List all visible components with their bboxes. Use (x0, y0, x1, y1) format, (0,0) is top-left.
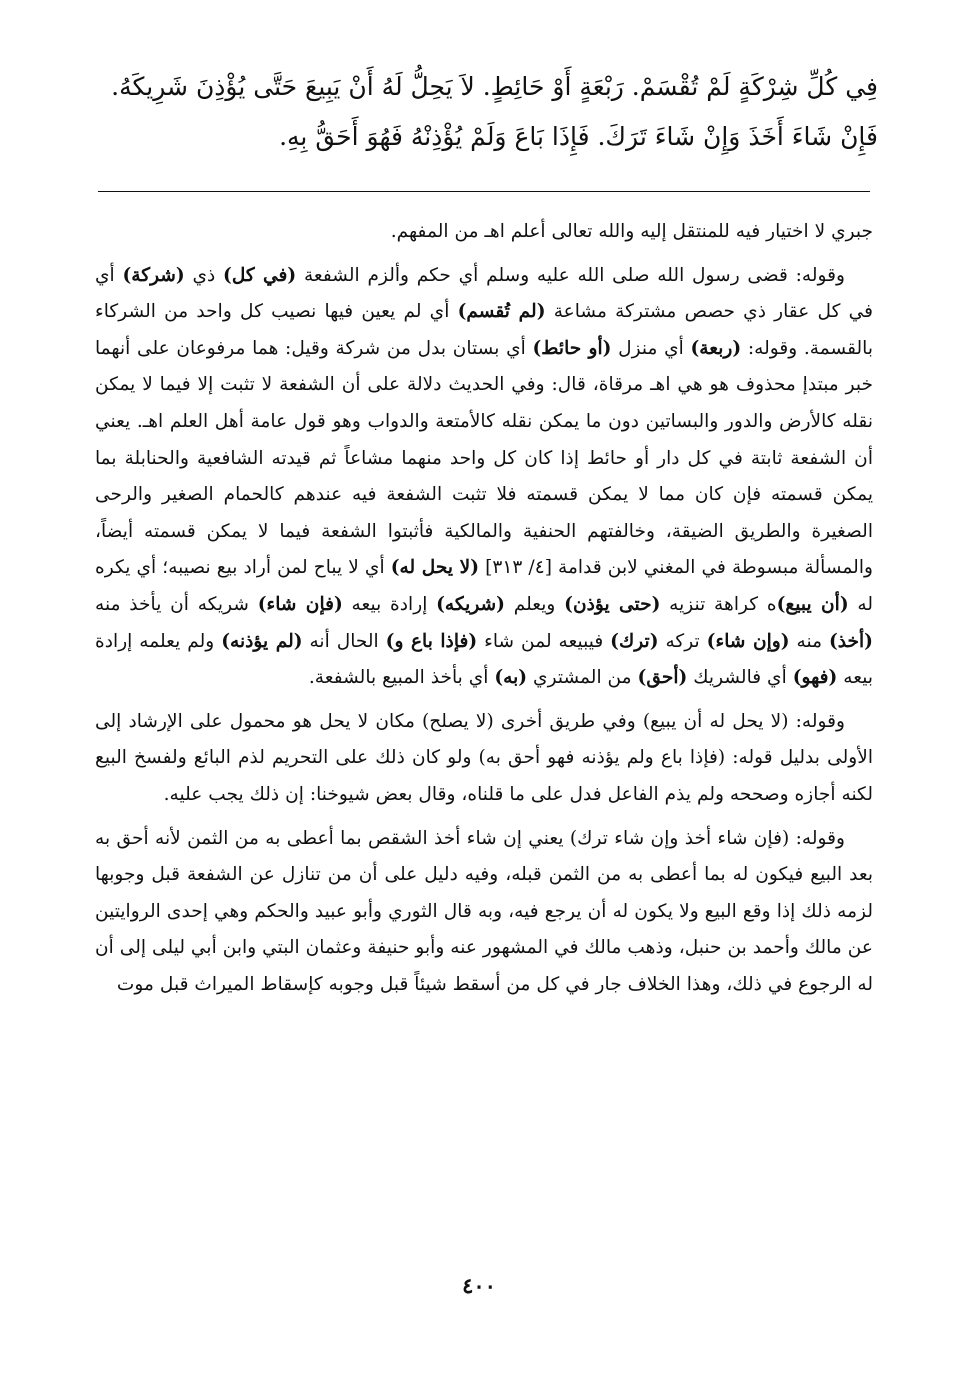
hadith-line-2: فَإِنْ شَاءَ أَخَذَ وَإِنْ شَاءَ تَرَكَ. فَإِذَا بَاعَ وَلَمْ يُؤْذِنْهُ فَهُوَ أَحَقُّ بِهِ. (279, 122, 878, 151)
matn-quote: (فهو) (792, 667, 838, 689)
matn-quote: (أو حائط) (532, 337, 612, 359)
commentary-body (95, 214, 873, 1010)
commentary-paragraph-3: وقوله: (لا يحل له أن يبيع) وفي طريق أخرى (لا يصلح) مكان لا يحل هو محمول على الإرشاد إلى الأولى بدليل قوله: (فإذا باع ولم يؤذنه فهو أحق به) ولو كان ذلك على التحريم لذم البائع ولفسخ البيع لكنه أجازه وصححه ولم يذم الفاعل فدل على ما قلناه، وقال بعض شيوخنا: إن ذلك يجب عليه. (95, 710, 873, 805)
matn-quote: (فإذا باع و) (385, 630, 478, 652)
text-segment: تركه (658, 630, 707, 652)
hadith-line-1: فِي كُلِّ شِرْكَةٍ لَمْ تُقْسَمْ. رَبْعَةٍ أَوْ حَائِطٍ. لاَ يَحِلُّ لَهُ أَنْ يَبِيعَ حَتَّى يُؤْذِنَ شَرِيكَهُ. (111, 72, 878, 101)
matn-quote: (في كل) (223, 264, 297, 286)
text-segment: فيبيعه لمن شاء (477, 630, 611, 652)
text-segment: أي لم يعين فيها نصيب كل واحد من الشركاء بالقسمة. وقوله: (95, 301, 874, 359)
hadith-text (78, 62, 878, 162)
text-segment: أي بستان بدل من شركة وقيل: هما مرفوعان على أنهما خبر مبتدإ محذوف هو هي اهـ مرقاة، قال: وفي الحديث دلالة على أن الشفعة لا تثبت إلا فيما لا يمكن نقله كالأرض والدور والبساتين دون ما يمكن نقله كالأمتعة والدواب وهو قول عامة أهل العلم اهـ. يعني أن الشفعة ثابتة في كل دار أو حائط إذا كان كل واحد منهما مشاعاً ثم قيدته الشافعية والحنابلة بما يمكن قسمته فإن كان مما لا يمكن قسمته فلا تثبت الشفعة فيه عندهم كالحمام الصغير والرحى الصغيرة والطريق الضيقة، وخالفتهم الحنفية والمالكية فأثبتوا الشفعة فيما لا يمكن قسمته أيضاً، والمسألة مبسوطة في المغني لابن قدامة [٤/ ٣١٣] (95, 337, 873, 579)
commentary-paragraph-2 (95, 258, 873, 697)
matn-quote: (حتى يؤذن) (564, 593, 661, 615)
matn-quote: (به) (494, 667, 528, 689)
text-segment: أي بأخذ المبيع بالشفعة. (308, 667, 495, 689)
matn-quote: (ربعة) (690, 337, 742, 359)
matn-quote: (لا يحل له) (390, 557, 480, 579)
matn-quote: (فإن شاء) (257, 593, 343, 615)
matn-quote: (أحق) (637, 667, 688, 689)
text-segment: أي في كل عقار ذي حصص مشتركة مشاعة (95, 264, 873, 323)
matn-quote: (شريكه) (436, 593, 505, 615)
matn-quote: (لم تُقسم) (457, 301, 546, 323)
text-segment: وقوله: قضى رسول الله صلى الله عليه وسلم أي حكم وألزم الشفعة (296, 264, 846, 286)
matn-quote: (أن يبيع) (776, 593, 849, 615)
matn-quote: (ترك) (610, 630, 659, 652)
text-segment: من المشتري (527, 667, 638, 689)
matn-quote: (شركة) (122, 264, 185, 286)
text-segment: ولم يعلمه إرادة بيعه (95, 630, 873, 689)
separator-line (98, 191, 870, 192)
text-segment: إرادة بيعه (342, 593, 437, 615)
text-segment: ذي (184, 264, 224, 286)
text-segment: الحال أنه (302, 630, 386, 652)
commentary-paragraph-1: جبري لا اختيار فيه للمنتقل إليه والله تعالى أعلم اهـ من المفهم. (390, 221, 873, 242)
matn-quote: (لم يؤذنه) (221, 630, 303, 652)
page-number: ٤٠٠ (462, 1273, 496, 1298)
matn-quote: (وإن شاء) (706, 630, 790, 652)
text-segment: أي فالشريك (687, 667, 793, 689)
text-segment: أي منزل (611, 337, 691, 359)
text-segment: ه كراهة تنزيه (660, 593, 777, 615)
text-segment: منه (789, 630, 829, 652)
commentary-paragraph-4: وقوله: (فإن شاء أخذ وإن شاء ترك) يعني إن شاء أخذ الشقص بما أعطى به من الثمن لأنه أحق به بعد البيع فيكون له بما أعطى به من الثمن قبله، وفيه دليل على أن من تنازل عن الشفعة قبل وجوبها لزمه ذلك إذا وقع البيع ولا يكون له أن يرجع فيه، وبه قال الثوري وأبو عبيد والحكم وهي إحدى الروايتين عن مالك وأحمد بن حنبل، وذهب مالك في المشهور عنه وأبو حنيفة وعثمان البتي وابن أبي ليلى إلى أن له الرجوع في ذلك، وهذا الخلاف جار في كل من أسقط شيئاً قبل وجوبه كإسقاط الميراث قبل موت (95, 827, 873, 995)
text-segment: ويعلم (504, 593, 565, 615)
matn-quote: (أخذ) (828, 630, 873, 652)
text-segment: شريكه أن يأخذ منه (95, 593, 258, 615)
text-segment: أي لا يباح لمن أراد بيع نصيبه؛ أي يكره له (95, 557, 874, 615)
